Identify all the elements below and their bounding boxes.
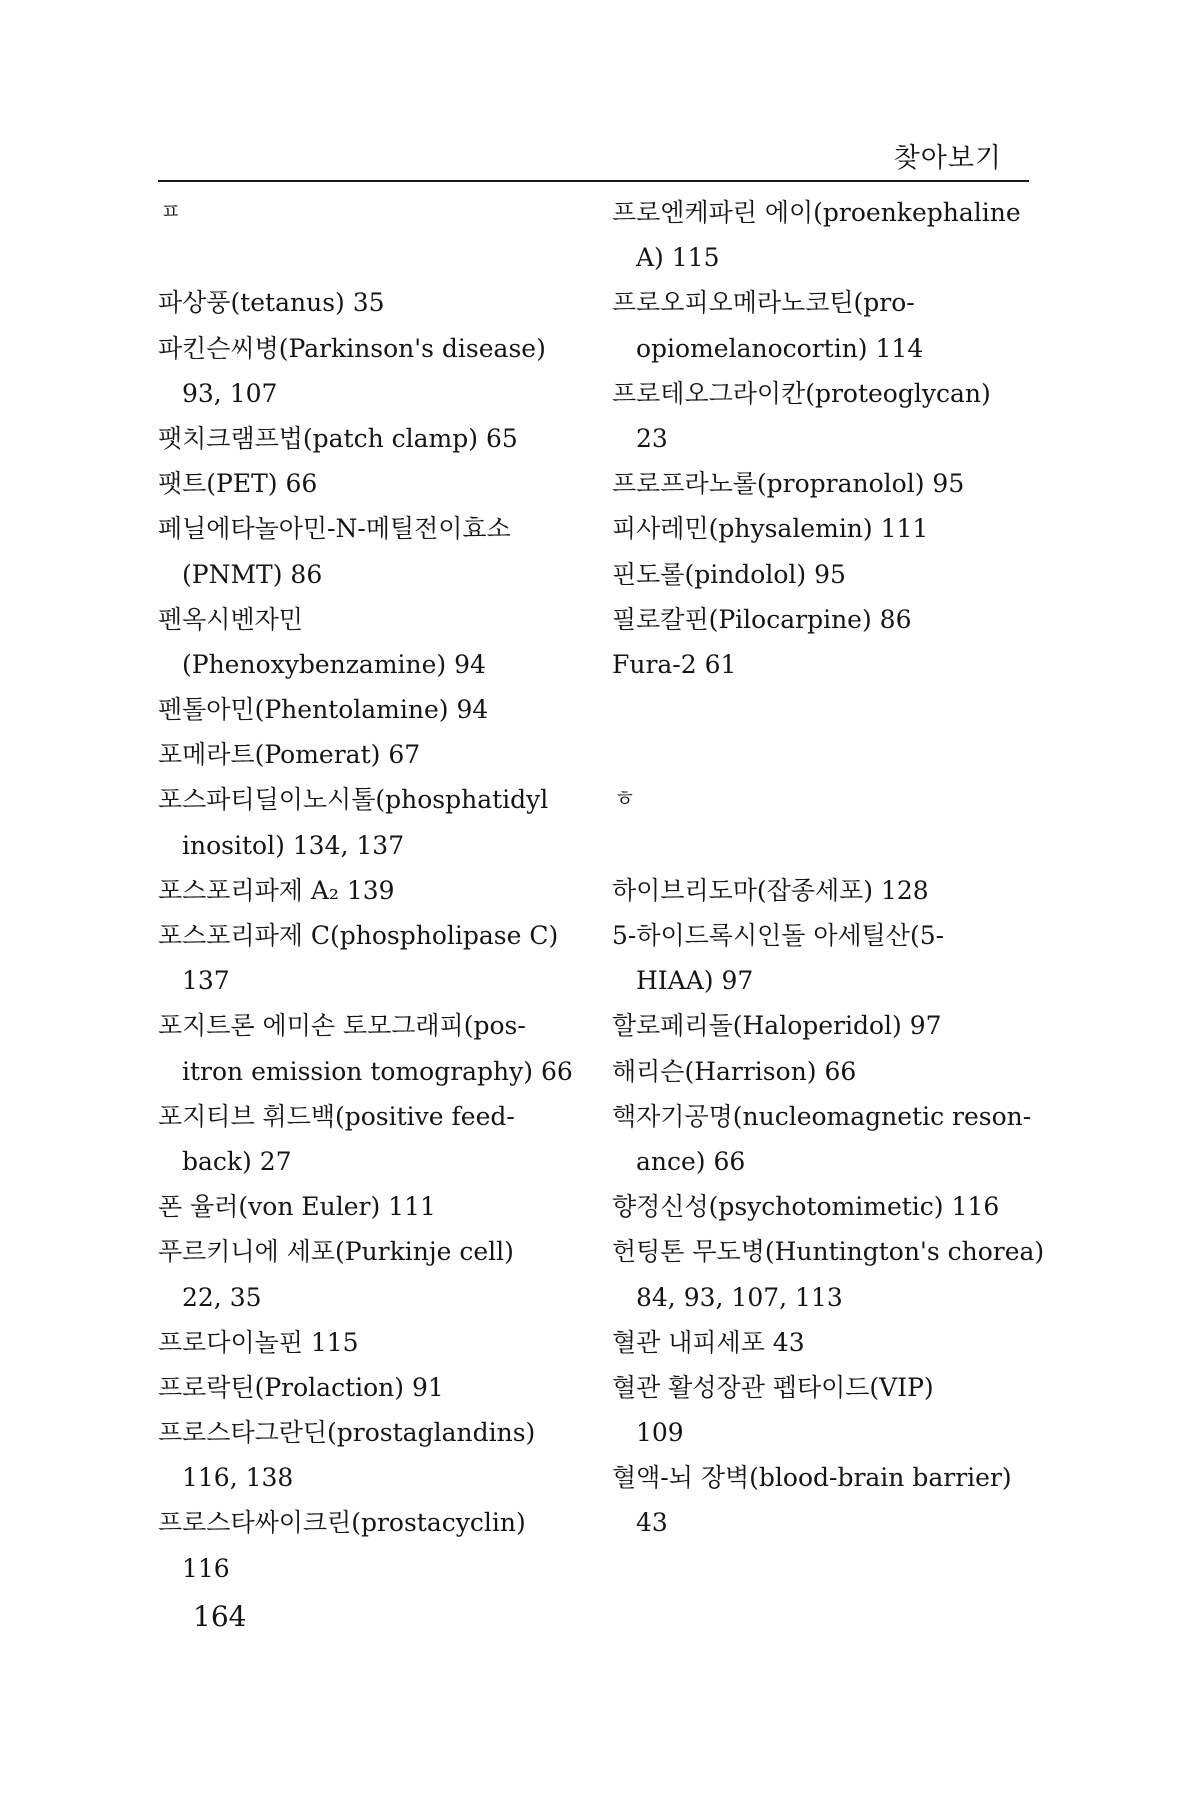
index-entry-continuation: (PNMT) 86 bbox=[182, 559, 323, 589]
section-heading: ㅎ bbox=[614, 787, 636, 813]
index-entry-continuation: 23 bbox=[636, 423, 668, 453]
index-entry: 핀도롤(pindolol) 95 bbox=[612, 559, 846, 589]
index-entry: 포스포리파제 A₂ 139 bbox=[158, 875, 395, 905]
index-entry: 푸르키니에 세포(Purkinje cell) bbox=[158, 1237, 514, 1267]
index-entry: 포스포리파제 C(phospholipase C) bbox=[158, 921, 559, 950]
index-entry: 할로페리돌(Haloperidol) 97 bbox=[612, 1011, 942, 1041]
index-entry-continuation: 116 bbox=[182, 1553, 230, 1583]
index-entry: 펜옥시벤자민 bbox=[158, 604, 303, 634]
index-entry: 페닐에타놀아민-N-메틸전이효소 bbox=[158, 514, 511, 544]
index-entry: 필로칼핀(Pilocarpine) 86 bbox=[612, 604, 912, 634]
index-entry: 펜톨아민(Phentolamine) 94 bbox=[158, 695, 489, 725]
section-heading: ㅍ bbox=[160, 200, 182, 225]
index-entry: 프로다이놀핀 115 bbox=[158, 1327, 359, 1357]
index-entry: 피사레민(physalemin) 111 bbox=[612, 514, 929, 544]
index-entry-continuation: 43 bbox=[636, 1508, 668, 1538]
index-column-right bbox=[612, 190, 1045, 1546]
index-entry: 팻치크램프법(patch clamp) 65 bbox=[158, 423, 518, 453]
index-entry: 폰 율러(von Euler) 111 bbox=[158, 1192, 436, 1222]
index-entry-continuation: 116, 138 bbox=[182, 1463, 294, 1493]
index-entry-continuation: A) 115 bbox=[636, 243, 720, 273]
index-column-left bbox=[158, 190, 578, 1591]
index-entry-continuation: 109 bbox=[636, 1418, 684, 1448]
blank-line bbox=[158, 235, 578, 280]
index-entry: 혈관 내피세포 43 bbox=[612, 1327, 805, 1357]
index-entry: 하이브리도마(잡종세포) 128 bbox=[612, 875, 929, 905]
index-entry-continuation: back) 27 bbox=[182, 1146, 292, 1176]
index-entry: Fura-2 61 bbox=[612, 649, 737, 679]
index-entry-continuation: 93, 107 bbox=[182, 378, 278, 408]
index-entry: 프로스타그란딘(prostaglandins) bbox=[158, 1418, 536, 1448]
blank-line bbox=[612, 687, 1032, 732]
index-entry-continuation: opiomelanocortin) 114 bbox=[636, 333, 924, 363]
index-entry: 프로락틴(Prolaction) 91 bbox=[158, 1372, 444, 1402]
index-entry: 헌팅톤 무도병(Huntington's chorea) bbox=[612, 1237, 1045, 1267]
index-entry-continuation: inositol) 134, 137 bbox=[182, 830, 405, 860]
index-entry: 포메라트(Pomerat) 67 bbox=[158, 740, 421, 770]
index-entry: 혈액-뇌 장벽(blood-brain barrier) bbox=[612, 1463, 1012, 1493]
index-entry-continuation: 22, 35 bbox=[182, 1282, 262, 1312]
index-entry: 프로프라노롤(propranolol) 95 bbox=[612, 469, 965, 499]
index-entry: 팻트(PET) 66 bbox=[158, 469, 318, 499]
index-entry-continuation: HIAA) 97 bbox=[636, 966, 754, 996]
index-entry-continuation: (Phenoxybenzamine) 94 bbox=[182, 649, 486, 679]
index-entry-continuation: itron emission tomography) 66 bbox=[182, 1056, 573, 1086]
blank-line bbox=[612, 732, 1032, 777]
header-rule bbox=[158, 180, 1029, 182]
index-entry-continuation: ance) 66 bbox=[636, 1146, 746, 1176]
running-header: 찾아보기 bbox=[893, 143, 1002, 174]
index-entry: 5-하이드록시인돌 아세틸산(5- bbox=[612, 921, 945, 950]
blank-line bbox=[612, 823, 1032, 868]
index-entry: 프로엔케파린 에이(proenkephaline bbox=[612, 198, 1021, 227]
index-entry: 혈관 활성장관 펩타이드(VIP) bbox=[612, 1372, 934, 1402]
index-entry: 파킨슨씨병(Parkinson's disease) bbox=[158, 333, 546, 363]
index-entry: 프로스타싸이크린(prostacyclin) bbox=[158, 1508, 526, 1538]
index-entry: 프로오피오메라노코틴(pro- bbox=[612, 288, 915, 318]
index-entry: 포지트론 에미손 토모그래피(pos- bbox=[158, 1011, 526, 1041]
index-entry: 파상풍(tetanus) 35 bbox=[158, 288, 385, 318]
index-entry: 포스파티딜이노시톨(phosphatidyl bbox=[158, 785, 549, 815]
index-entry: 핵자기공명(nucleomagnetic reson- bbox=[612, 1101, 1032, 1131]
page-number: 164 bbox=[193, 1600, 247, 1633]
index-entry-continuation: 137 bbox=[182, 966, 230, 996]
index-entry-continuation: 84, 93, 107, 113 bbox=[636, 1282, 843, 1312]
index-entry: 프로테오그라이칸(proteoglycan) bbox=[612, 378, 991, 408]
index-entry: 해리슨(Harrison) 66 bbox=[612, 1056, 857, 1086]
index-entry: 포지티브 휘드백(positive feed- bbox=[158, 1101, 515, 1131]
index-entry: 향정신성(psychotomimetic) 116 bbox=[612, 1192, 1000, 1222]
